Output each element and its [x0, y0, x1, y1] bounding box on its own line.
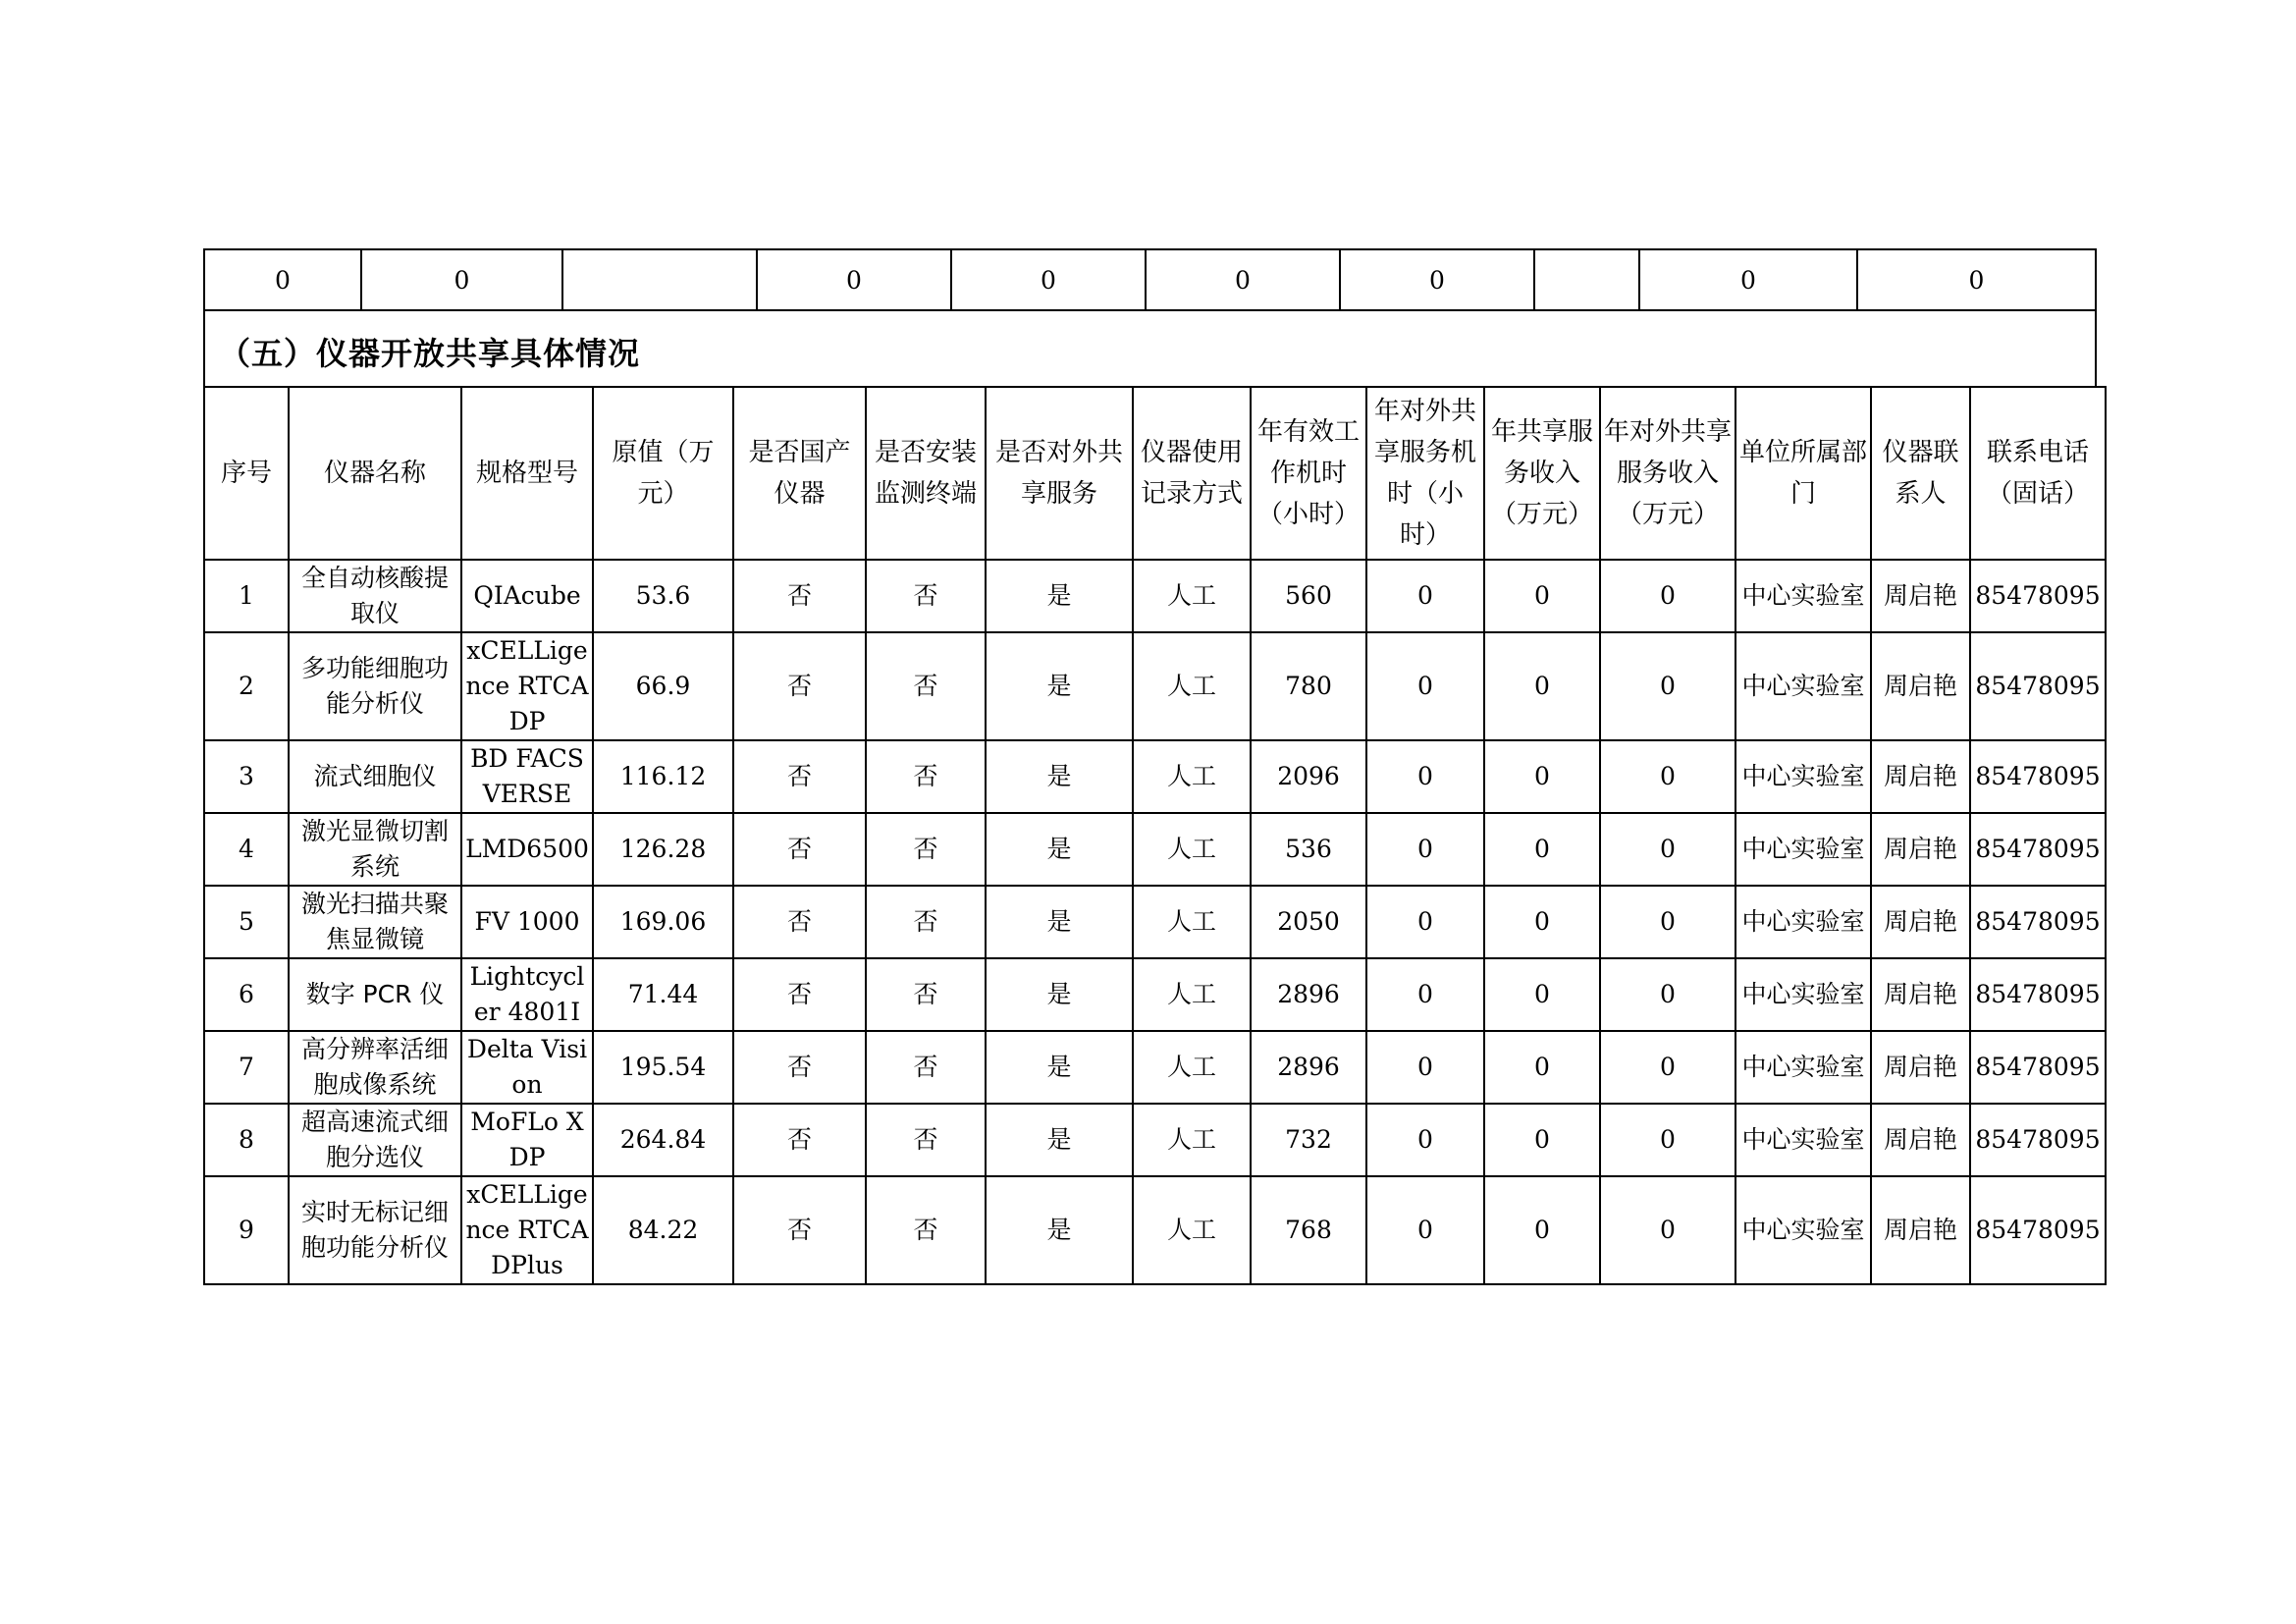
- cell-index: 3: [204, 740, 289, 813]
- cell-department: 中心实验室: [1735, 740, 1871, 813]
- cell-external-hours: 0: [1366, 632, 1484, 740]
- section-title: （五）仪器开放共享具体情况: [219, 335, 641, 372]
- instrument-sharing-table: [203, 386, 2107, 1285]
- cell-external-sharing: 是: [986, 1176, 1133, 1284]
- cell-monitor-terminal: 否: [866, 813, 986, 886]
- cell-department: 中心实验室: [1735, 1031, 1871, 1104]
- cell-external-sharing: 是: [986, 560, 1133, 632]
- cell-contact: 周启艳: [1871, 958, 1970, 1031]
- cell-external-hours: 0: [1366, 958, 1484, 1031]
- cell-monitor-terminal: 否: [866, 886, 986, 958]
- header-phone: 联系电话（固话）: [1970, 387, 2106, 560]
- cell-department: 中心实验室: [1735, 958, 1871, 1031]
- table-row: [204, 740, 2106, 813]
- cell-external-sharing: 是: [986, 740, 1133, 813]
- cell-instrument-name: 多功能细胞功能分析仪: [289, 632, 461, 740]
- cell-index: 8: [204, 1104, 289, 1176]
- cell-index: 6: [204, 958, 289, 1031]
- cell-effective-hours: 768: [1251, 1176, 1366, 1284]
- header-external-hours: 年对外共享服务机时（小时）: [1366, 387, 1484, 560]
- header-external-sharing: 是否对外共享服务: [986, 387, 1133, 560]
- cell-phone: 85478095: [1970, 1104, 2106, 1176]
- cell-original-value: 116.12: [593, 740, 733, 813]
- summary-cell: 0: [951, 249, 1146, 310]
- cell-domestic: 否: [733, 958, 866, 1031]
- header-sharing-income: 年共享服务收入（万元）: [1484, 387, 1600, 560]
- cell-external-income: 0: [1600, 886, 1735, 958]
- cell-record-method: 人工: [1133, 886, 1251, 958]
- summary-cell: 0: [361, 249, 562, 310]
- cell-department: 中心实验室: [1735, 886, 1871, 958]
- cell-record-method: 人工: [1133, 560, 1251, 632]
- cell-domestic: 否: [733, 813, 866, 886]
- cell-monitor-terminal: 否: [866, 1176, 986, 1284]
- cell-instrument-name: 流式细胞仪: [289, 740, 461, 813]
- cell-instrument-name: 全自动核酸提取仪: [289, 560, 461, 632]
- cell-index: 9: [204, 1176, 289, 1284]
- cell-contact: 周启艳: [1871, 632, 1970, 740]
- header-effective-hours: 年有效工作机时（小时）: [1251, 387, 1366, 560]
- cell-external-hours: 0: [1366, 1176, 1484, 1284]
- cell-model: QIAcube: [461, 560, 593, 632]
- summary-cell: 0: [204, 249, 361, 310]
- cell-record-method: 人工: [1133, 1104, 1251, 1176]
- cell-monitor-terminal: 否: [866, 958, 986, 1031]
- cell-external-hours: 0: [1366, 813, 1484, 886]
- cell-index: 4: [204, 813, 289, 886]
- summary-cell: 0: [1857, 249, 2096, 310]
- cell-original-value: 53.6: [593, 560, 733, 632]
- cell-external-sharing: 是: [986, 1104, 1133, 1176]
- cell-monitor-terminal: 否: [866, 632, 986, 740]
- cell-contact: 周启艳: [1871, 740, 1970, 813]
- header-contact: 仪器联系人: [1871, 387, 1970, 560]
- cell-external-income: 0: [1600, 958, 1735, 1031]
- cell-monitor-terminal: 否: [866, 560, 986, 632]
- cell-sharing-income: 0: [1484, 560, 1600, 632]
- cell-record-method: 人工: [1133, 632, 1251, 740]
- header-record-method: 仪器使用记录方式: [1133, 387, 1251, 560]
- cell-model: FV 1000: [461, 886, 593, 958]
- cell-original-value: 169.06: [593, 886, 733, 958]
- cell-record-method: 人工: [1133, 813, 1251, 886]
- cell-phone: 85478095: [1970, 886, 2106, 958]
- table-row: [204, 1104, 2106, 1176]
- cell-domestic: 否: [733, 886, 866, 958]
- cell-contact: 周启艳: [1871, 1104, 1970, 1176]
- cell-record-method: 人工: [1133, 1176, 1251, 1284]
- cell-contact: 周启艳: [1871, 1176, 1970, 1284]
- cell-effective-hours: 2050: [1251, 886, 1366, 958]
- cell-phone: 85478095: [1970, 560, 2106, 632]
- summary-cell: [562, 249, 757, 310]
- summary-cell: 0: [1340, 249, 1534, 310]
- summary-row-table: [203, 248, 2097, 311]
- cell-record-method: 人工: [1133, 740, 1251, 813]
- cell-sharing-income: 0: [1484, 1031, 1600, 1104]
- table-row: [204, 813, 2106, 886]
- cell-domestic: 否: [733, 740, 866, 813]
- cell-index: 2: [204, 632, 289, 740]
- cell-original-value: 195.54: [593, 1031, 733, 1104]
- cell-department: 中心实验室: [1735, 560, 1871, 632]
- cell-external-income: 0: [1600, 632, 1735, 740]
- cell-monitor-terminal: 否: [866, 1104, 986, 1176]
- cell-phone: 85478095: [1970, 958, 2106, 1031]
- cell-contact: 周启艳: [1871, 813, 1970, 886]
- header-row: [204, 387, 2106, 560]
- cell-instrument-name: 高分辨率活细胞成像系统: [289, 1031, 461, 1104]
- cell-instrument-name: 激光显微切割系统: [289, 813, 461, 886]
- summary-cell: 0: [1639, 249, 1857, 310]
- cell-external-income: 0: [1600, 813, 1735, 886]
- cell-external-sharing: 是: [986, 813, 1133, 886]
- cell-index: 1: [204, 560, 289, 632]
- cell-domestic: 否: [733, 632, 866, 740]
- cell-instrument-name: 激光扫描共聚焦显微镜: [289, 886, 461, 958]
- table-row: [204, 886, 2106, 958]
- cell-external-income: 0: [1600, 1104, 1735, 1176]
- cell-instrument-name: 超高速流式细胞分选仪: [289, 1104, 461, 1176]
- cell-external-sharing: 是: [986, 958, 1133, 1031]
- cell-index: 7: [204, 1031, 289, 1104]
- header-original-value: 原值（万元）: [593, 387, 733, 560]
- header-domestic: 是否国产仪器: [733, 387, 866, 560]
- table-row: [204, 958, 2106, 1031]
- cell-external-hours: 0: [1366, 1104, 1484, 1176]
- cell-monitor-terminal: 否: [866, 1031, 986, 1104]
- cell-external-sharing: 是: [986, 886, 1133, 958]
- table-row: [204, 560, 2106, 632]
- cell-department: 中心实验室: [1735, 813, 1871, 886]
- cell-original-value: 84.22: [593, 1176, 733, 1284]
- header-instrument-name: 仪器名称: [289, 387, 461, 560]
- cell-phone: 85478095: [1970, 1031, 2106, 1104]
- cell-sharing-income: 0: [1484, 740, 1600, 813]
- cell-model: LMD6500: [461, 813, 593, 886]
- cell-phone: 85478095: [1970, 1176, 2106, 1284]
- cell-effective-hours: 732: [1251, 1104, 1366, 1176]
- cell-model: xCELLigence RTCA DPlus: [461, 1176, 593, 1284]
- cell-sharing-income: 0: [1484, 886, 1600, 958]
- cell-contact: 周启艳: [1871, 560, 1970, 632]
- cell-external-hours: 0: [1366, 740, 1484, 813]
- cell-record-method: 人工: [1133, 1031, 1251, 1104]
- header-monitor-terminal: 是否安装监测终端: [866, 387, 986, 560]
- summary-cell: 0: [757, 249, 951, 310]
- summary-cell: 0: [1146, 249, 1340, 310]
- table-row: [204, 1031, 2106, 1104]
- cell-effective-hours: 536: [1251, 813, 1366, 886]
- cell-external-sharing: 是: [986, 1031, 1133, 1104]
- cell-original-value: 66.9: [593, 632, 733, 740]
- cell-model: xCELLigence RTCA DP: [461, 632, 593, 740]
- cell-effective-hours: 780: [1251, 632, 1366, 740]
- cell-contact: 周启艳: [1871, 886, 1970, 958]
- cell-monitor-terminal: 否: [866, 740, 986, 813]
- cell-external-income: 0: [1600, 560, 1735, 632]
- summary-cell: [1534, 249, 1639, 310]
- cell-sharing-income: 0: [1484, 958, 1600, 1031]
- cell-domestic: 否: [733, 1031, 866, 1104]
- cell-model: Delta Vision: [461, 1031, 593, 1104]
- cell-external-sharing: 是: [986, 632, 1133, 740]
- cell-domestic: 否: [733, 1104, 866, 1176]
- section-heading-box: [203, 311, 2097, 386]
- cell-effective-hours: 2896: [1251, 958, 1366, 1031]
- cell-model: Lightcycler 4801I: [461, 958, 593, 1031]
- cell-sharing-income: 0: [1484, 632, 1600, 740]
- cell-external-hours: 0: [1366, 560, 1484, 632]
- cell-domestic: 否: [733, 560, 866, 632]
- cell-external-income: 0: [1600, 1176, 1735, 1284]
- cell-sharing-income: 0: [1484, 1104, 1600, 1176]
- cell-instrument-name: 实时无标记细胞功能分析仪: [289, 1176, 461, 1284]
- header-model: 规格型号: [461, 387, 593, 560]
- cell-external-hours: 0: [1366, 886, 1484, 958]
- cell-model: MoFLo XDP: [461, 1104, 593, 1176]
- summary-row: [204, 249, 2096, 310]
- cell-phone: 85478095: [1970, 813, 2106, 886]
- header-external-income: 年对外共享服务收入（万元）: [1600, 387, 1735, 560]
- cell-sharing-income: 0: [1484, 1176, 1600, 1284]
- cell-external-income: 0: [1600, 740, 1735, 813]
- cell-external-hours: 0: [1366, 1031, 1484, 1104]
- cell-contact: 周启艳: [1871, 1031, 1970, 1104]
- cell-original-value: 71.44: [593, 958, 733, 1031]
- cell-instrument-name: 数字 PCR 仪: [289, 958, 461, 1031]
- cell-original-value: 264.84: [593, 1104, 733, 1176]
- cell-effective-hours: 2096: [1251, 740, 1366, 813]
- header-department: 单位所属部门: [1735, 387, 1871, 560]
- cell-domestic: 否: [733, 1176, 866, 1284]
- cell-external-income: 0: [1600, 1031, 1735, 1104]
- cell-model: BD FACSVERSE: [461, 740, 593, 813]
- table-row: [204, 1176, 2106, 1284]
- cell-department: 中心实验室: [1735, 632, 1871, 740]
- table-row: [204, 632, 2106, 740]
- cell-index: 5: [204, 886, 289, 958]
- header-index: 序号: [204, 387, 289, 560]
- cell-department: 中心实验室: [1735, 1104, 1871, 1176]
- cell-department: 中心实验室: [1735, 1176, 1871, 1284]
- cell-original-value: 126.28: [593, 813, 733, 886]
- cell-phone: 85478095: [1970, 740, 2106, 813]
- cell-sharing-income: 0: [1484, 813, 1600, 886]
- cell-effective-hours: 560: [1251, 560, 1366, 632]
- cell-record-method: 人工: [1133, 958, 1251, 1031]
- cell-effective-hours: 2896: [1251, 1031, 1366, 1104]
- cell-phone: 85478095: [1970, 632, 2106, 740]
